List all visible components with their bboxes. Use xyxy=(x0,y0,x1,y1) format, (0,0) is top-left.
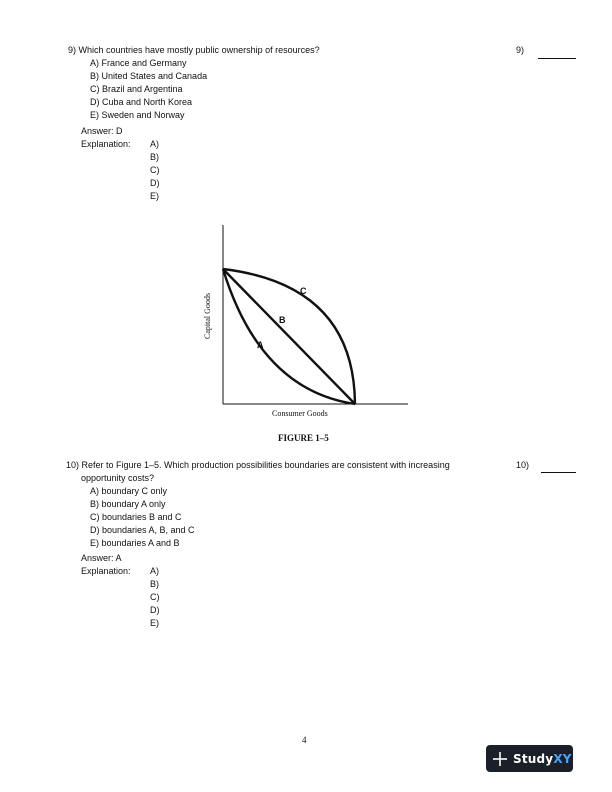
studyxy-badge[interactable] xyxy=(486,745,573,772)
page-number: 4 xyxy=(302,735,307,745)
q10-answer: Answer: A xyxy=(81,553,122,563)
q10-explanation-a: A) xyxy=(150,566,159,576)
q9-option-b: B) United States and Canada xyxy=(90,71,208,81)
brand-suffix: XY xyxy=(553,751,572,766)
q10-option-a: A) boundary C only xyxy=(90,486,168,496)
brand-name xyxy=(513,752,572,766)
curve-label-b: B xyxy=(279,315,286,325)
q10-question-line2: opportunity costs? xyxy=(81,473,155,483)
curve-b xyxy=(223,269,355,404)
q10-explanation-d: D) xyxy=(150,605,160,615)
plus-icon xyxy=(492,751,508,767)
figure-1-5 xyxy=(190,215,430,425)
q10-explanation-e: E) xyxy=(150,618,159,628)
q10-question-line1: 10) Refer to Figure 1–5. Which production possibilities boundaries are consistent with increasing xyxy=(66,460,450,470)
q10-option-d: D) boundaries A, B, and C xyxy=(90,525,195,535)
q9-option-d: D) Cuba and North Korea xyxy=(90,97,193,107)
x-axis-label: Consumer Goods xyxy=(272,409,328,418)
q9-explanation-a: A) xyxy=(150,139,159,149)
y-axis-label: Capital Goods xyxy=(203,293,212,339)
q9-answer-blank xyxy=(538,58,576,59)
q9-explanation-b: B) xyxy=(150,152,159,162)
brand-prefix: Study xyxy=(513,751,554,766)
q9-option-e: E) Sweden and Norway xyxy=(90,110,185,120)
q9-explanation-d: D) xyxy=(150,178,160,188)
q10-option-c: C) boundaries B and C xyxy=(90,512,182,522)
q9-side-number: 9) xyxy=(516,45,525,55)
q10-side-number: 10) xyxy=(516,460,530,470)
q9-question: 9) Which countries have mostly public ownership of resources? xyxy=(68,45,320,55)
q10-explanation-label: Explanation: xyxy=(81,566,131,576)
q10-option-b: B) boundary A only xyxy=(90,499,166,509)
q9-option-c: C) Brazil and Argentina xyxy=(90,84,183,94)
q10-answer-blank xyxy=(541,472,576,473)
q9-explanation-label: Explanation: xyxy=(81,139,131,149)
q9-answer: Answer: D xyxy=(81,126,123,136)
curve-label-a: A xyxy=(257,340,264,350)
q10-option-e: E) boundaries A and B xyxy=(90,538,180,548)
q9-explanation-c: C) xyxy=(150,165,160,175)
curve-label-c: C xyxy=(300,286,307,296)
q10-explanation-b: B) xyxy=(150,579,159,589)
q10-explanation-c: C) xyxy=(150,592,160,602)
q9-explanation-e: E) xyxy=(150,191,159,201)
figure-caption: FIGURE 1–5 xyxy=(278,433,329,443)
q9-option-a: A) France and Germany xyxy=(90,58,187,68)
